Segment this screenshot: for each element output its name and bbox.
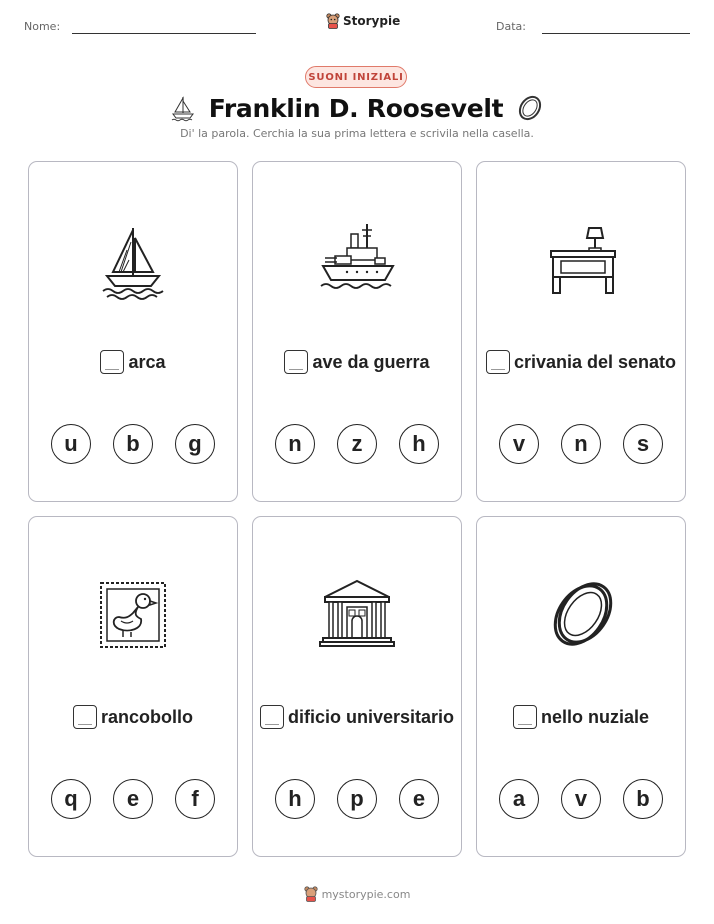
answer-box[interactable] <box>284 350 308 374</box>
letter-choice[interactable]: n <box>275 424 315 464</box>
letter-choice[interactable]: b <box>623 779 663 819</box>
sailboat-icon <box>169 94 197 122</box>
answer-box[interactable] <box>73 705 97 729</box>
letter-choice[interactable]: f <box>175 779 215 819</box>
word-card <box>476 161 686 502</box>
sailboat-icon <box>93 220 173 300</box>
duck-stamp-icon <box>93 575 173 655</box>
word-card <box>252 161 462 502</box>
storypie-logo <box>326 13 400 29</box>
date-label: Data: <box>496 20 526 33</box>
letter-choice[interactable]: q <box>51 779 91 819</box>
university-building-icon <box>317 575 397 655</box>
wedding-ring-icon <box>515 93 545 123</box>
letter-choice[interactable]: b <box>113 424 153 464</box>
desk-icon <box>541 220 621 300</box>
bear-mascot-icon <box>326 13 340 29</box>
word-card <box>28 161 238 502</box>
answer-box[interactable] <box>513 705 537 729</box>
letter-choice[interactable]: e <box>399 779 439 819</box>
letter-choice[interactable]: v <box>561 779 601 819</box>
bear-mascot-icon <box>304 886 318 902</box>
name-field[interactable] <box>72 33 256 34</box>
letter-choice[interactable]: v <box>499 424 539 464</box>
letter-choice[interactable]: a <box>499 779 539 819</box>
letter-choice[interactable]: h <box>399 424 439 464</box>
word-text: dificio universitario <box>287 706 455 727</box>
word-text: crivania del senato <box>513 351 677 372</box>
category-badge: SUONI INIZIALI <box>305 66 407 88</box>
page-title: Franklin D. Roosevelt <box>208 93 504 123</box>
warship-icon <box>317 220 397 300</box>
instructions: Di' la parola. Cerchia la sua prima lettera e scrivila nella casella. <box>180 127 534 140</box>
letter-choice[interactable]: h <box>275 779 315 819</box>
answer-box[interactable] <box>260 705 284 729</box>
letter-choice[interactable]: p <box>337 779 377 819</box>
letter-choice[interactable]: g <box>175 424 215 464</box>
letter-choice[interactable]: u <box>51 424 91 464</box>
logo-text: Storypie <box>343 14 401 28</box>
footer-url[interactable]: mystorypie.com <box>321 887 411 901</box>
letter-choice[interactable]: e <box>113 779 153 819</box>
date-field[interactable] <box>542 33 690 34</box>
word-card <box>28 516 238 857</box>
word-text: rancobollo <box>100 706 193 727</box>
letter-choice[interactable]: s <box>623 424 663 464</box>
wedding-ring-icon <box>541 575 621 655</box>
word-card <box>476 516 686 857</box>
answer-box[interactable] <box>100 350 124 374</box>
word-card <box>252 516 462 857</box>
title-row <box>0 90 714 126</box>
answer-box[interactable] <box>486 350 510 374</box>
letter-choice[interactable]: z <box>337 424 377 464</box>
word-text: ave da guerra <box>312 351 430 372</box>
word-text: nello nuziale <box>540 706 650 727</box>
footer <box>0 886 714 902</box>
name-label: Nome: <box>24 20 61 33</box>
letter-choice[interactable]: n <box>561 424 601 464</box>
word-text: arca <box>128 351 166 372</box>
